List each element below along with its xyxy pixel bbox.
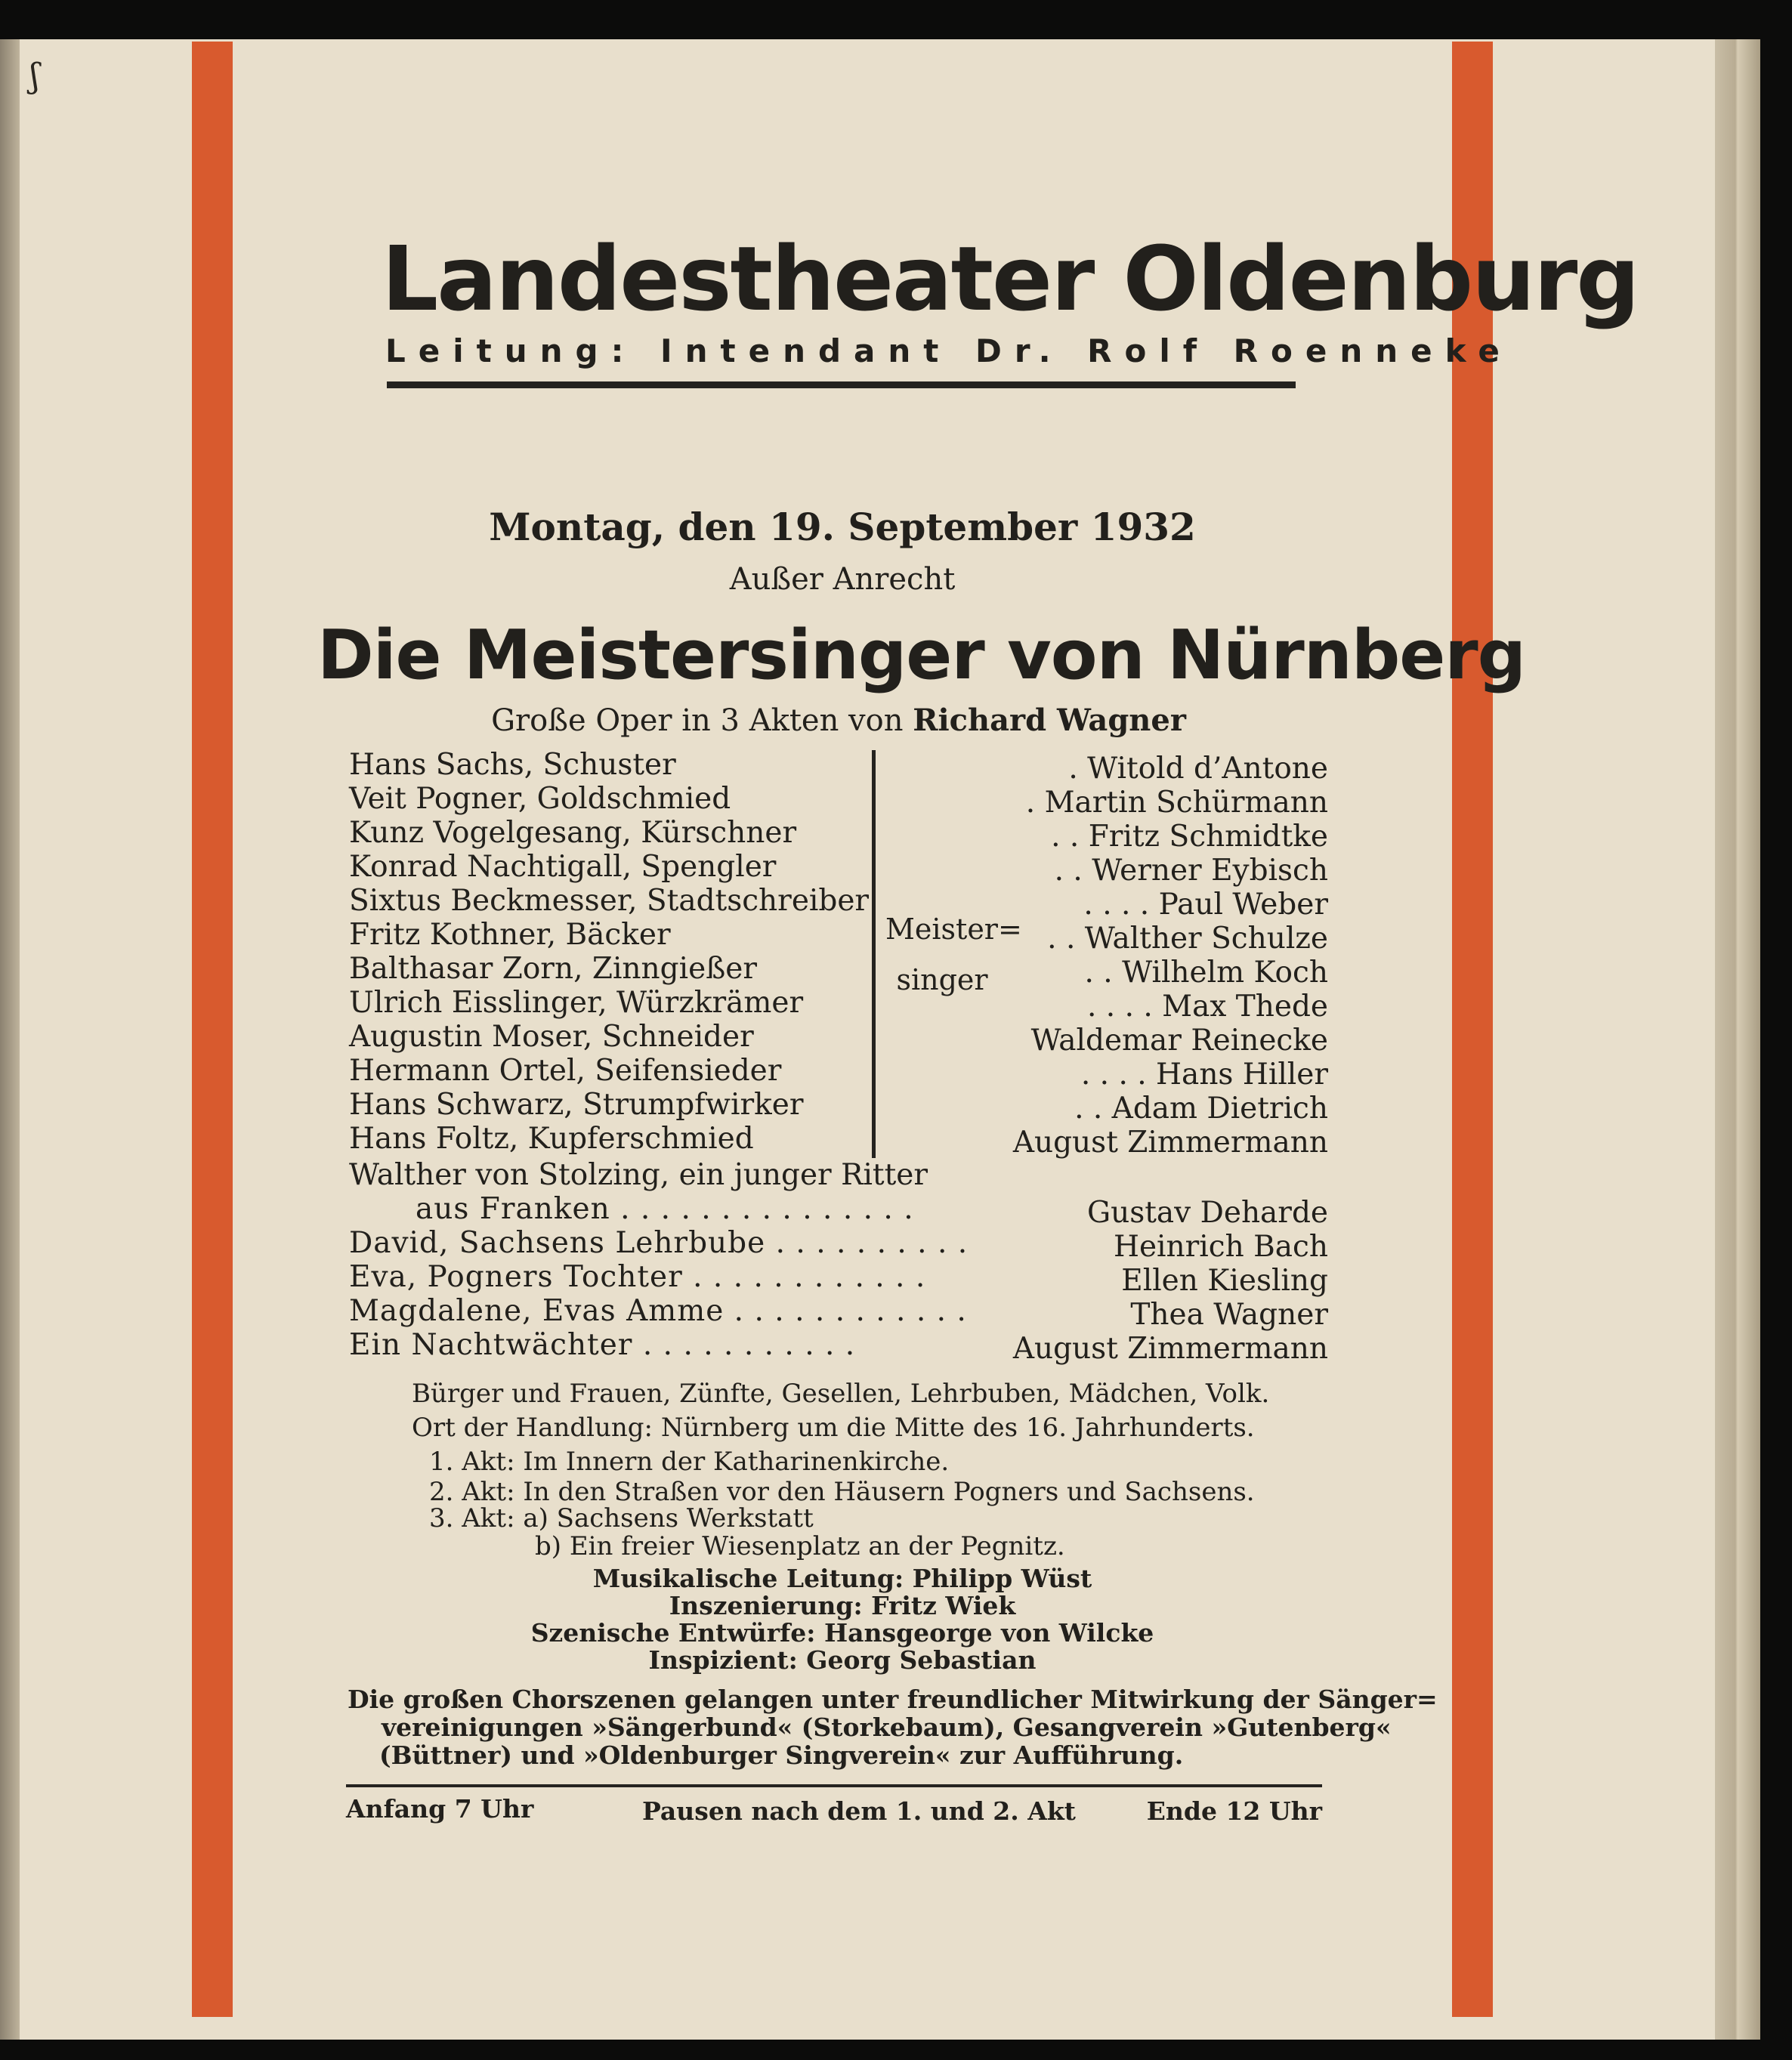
actor-name: Ellen Kiesling (1121, 1264, 1328, 1298)
header-rule (387, 381, 1296, 388)
performance-date: Montag, den 19. September 1932 (489, 505, 1196, 549)
role-name: Kunz Vogelgesang, Kürschner (349, 816, 797, 850)
actor-name: Waldemar Reinecke (1030, 1024, 1328, 1058)
role-name: Walther von Stolzing, ein junger Ritter (349, 1158, 928, 1192)
role-name: Ulrich Eisslinger, Würzkrämer (349, 986, 804, 1020)
composer-name: Richard Wagner (913, 703, 1186, 738)
actor-name: Gustav Deharde (1086, 1196, 1328, 1230)
setting-line: Ort der Handlung: Nürnberg um die Mitte des 16. Jahrhunderts. (412, 1413, 1255, 1443)
role-name: Hans Foltz, Kupferschmied (349, 1122, 754, 1156)
credit-musical: Musikalische Leitung: Philipp Wüst (592, 1564, 1092, 1593)
role-name: Fritz Kothner, Bäcker (349, 918, 671, 952)
role-name: Hans Schwarz, Strumpfwirker (349, 1088, 804, 1122)
role-name: Sixtus Beckmesser, Stadtschreiber (349, 884, 870, 918)
role-name-continued: aus Franken . . . . . . . . . . . . . . . (416, 1192, 914, 1226)
act-3b: b) Ein freier Wiesenplatz an der Pegnitz. (535, 1531, 1065, 1561)
role-name: Augustin Moser, Schneider (349, 1020, 754, 1054)
footer-rule (346, 1784, 1322, 1787)
note-line-3: (Büttner) und »Oldenburger Singverein« zur Aufführung. (379, 1740, 1184, 1770)
role-name: Veit Pogner, Goldschmied (349, 782, 731, 816)
opera-title: Die Meistersinger von Nürnberg (317, 616, 1526, 695)
theater-name: Landestheater Oldenburg (382, 227, 1639, 331)
actor-name: . Witold d’Antone (1068, 752, 1328, 786)
actor-name: . . Walther Schulze (1047, 922, 1328, 956)
role-name: Hermann Ortel, Seifensieder (349, 1054, 782, 1088)
note-line-2: vereinigungen »Sängerbund« (Storkebaum), Gesangverein »Gutenberg« (382, 1713, 1392, 1742)
actor-name: . . . . Paul Weber (1083, 888, 1328, 922)
act-1: 1. Akt: Im Innern der Katharinenkirche. (429, 1447, 950, 1477)
margin-mark: ʃ (30, 57, 39, 95)
chorus-line: Bürger und Frauen, Zünfte, Gesellen, Lehrbuben, Mädchen, Volk. (412, 1379, 1270, 1409)
actor-name: August Zimmermann (1012, 1332, 1328, 1366)
role-name: Hans Sachs, Schuster (349, 748, 676, 782)
actor-name: . Martin Schürmann (1025, 786, 1328, 820)
end-time: Ende 12 Uhr (1146, 1796, 1322, 1826)
actor-name: . . Werner Eybisch (1054, 854, 1328, 888)
actor-name: . . Wilhelm Koch (1084, 956, 1328, 990)
role-name: Konrad Nachtigall, Spengler (349, 850, 777, 884)
role-name: Ein Nachtwächter . . . . . . . . . . . (349, 1328, 856, 1362)
role-name: Eva, Pogners Tochter . . . . . . . . . . . . (349, 1260, 926, 1294)
intermissions: Pausen nach dem 1. und 2. Akt (642, 1796, 1076, 1826)
role-name: Balthasar Zorn, Zinngießer (349, 952, 757, 986)
start-time: Anfang 7 Uhr (346, 1794, 534, 1824)
role-name: David, Sachsens Lehrbube . . . . . . . . . . (349, 1226, 969, 1260)
act-2: 2. Akt: In den Straßen vor den Häusern Pogners und Sachsens. (429, 1477, 1255, 1507)
credit-staging: Inszenierung: Fritz Wiek (669, 1591, 1016, 1620)
actor-name: Heinrich Bach (1113, 1230, 1328, 1264)
actor-name: . . Adam Dietrich (1074, 1092, 1328, 1126)
group-label-meister: Meister= (885, 913, 1022, 946)
actor-name: . . Fritz Schmidtke (1051, 820, 1328, 854)
meistersinger-bracket (872, 750, 876, 1158)
act-3a: 3. Akt: a) Sachsens Werkstatt (429, 1503, 814, 1533)
opera-subtitle (393, 703, 1284, 738)
note-line-1: Die großen Chorszenen gelangen unter freundlicher Mitwirkung der Sänger= (348, 1685, 1438, 1714)
actor-name: August Zimmermann (1012, 1126, 1328, 1160)
subtitle-text: Große Oper in 3 Akten von (491, 703, 913, 738)
role-name: Magdalene, Evas Amme . . . . . . . . . . . . (349, 1294, 967, 1328)
subscription-note: Außer Anrecht (729, 562, 956, 597)
credit-design: Szenische Entwürfe: Hansgeorge von Wilcke (530, 1618, 1154, 1648)
actor-name: . . . . Max Thede (1086, 990, 1328, 1024)
theater-direction: Leitung: Intendant Dr. Rolf Roenneke (385, 332, 1512, 369)
credit-inspector: Inspizient: Georg Sebastian (648, 1645, 1037, 1675)
actor-name: Thea Wagner (1130, 1298, 1328, 1332)
group-label-singer: singer (896, 963, 988, 996)
actor-name: . . . . Hans Hiller (1080, 1058, 1328, 1092)
